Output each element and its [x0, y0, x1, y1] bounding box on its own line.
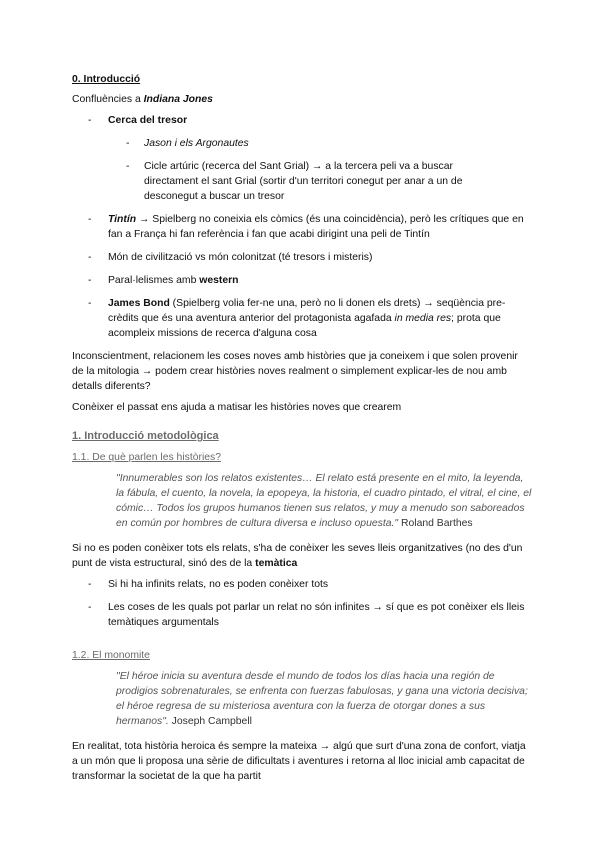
- dash-bullet: -: [88, 275, 92, 286]
- intro-paragraph-2: Conèixer el passat ens ajuda a matisar les històries noves que crearem: [72, 402, 402, 413]
- finite-text: Les coses de les quals pot parlar un relat no són infinites → sí que es pot conèixer els lleis temàtiques argumentals: [108, 602, 525, 628]
- laws-bold: temàtica: [255, 558, 298, 569]
- parallels-text: Paral·lelismes amb: [108, 275, 200, 286]
- laws-text: Si no es poden conèixer tots els relats, s'ha de conèixer les seves lleis organitzatives (no des d'un punt de vista estructural, sinó des de la: [72, 543, 523, 569]
- organizational-laws-paragraph: [72, 541, 532, 571]
- tintin-text: → Spielberg no coneixia els còmics (és una coincidència), però les crítiques que en fan a França hi fan referència i fan que acabi dirigint una peli de Tintín: [108, 214, 524, 240]
- section-heading-method: 1. Introducció metodològica: [72, 430, 219, 442]
- list-item-finite: [72, 600, 532, 630]
- arthur-text: Cicle artúric (recerca del Sant Grial) → a la tercera peli va a buscar directament el sant Grial (sortir d'un territori conegut per anar a un de desconegut a buscar un tresor: [144, 161, 463, 202]
- list-item-civilized: [72, 250, 532, 265]
- list-item-tintin: [72, 212, 532, 242]
- list-item-bond: [72, 296, 532, 341]
- treasure-sublist: [108, 136, 532, 204]
- list-item-treasure: [72, 113, 532, 204]
- parallels-bold: western: [199, 275, 239, 286]
- spacer: [72, 638, 600, 648]
- sublist-item-arthur: [108, 159, 496, 204]
- sublist-item-jason: [108, 136, 496, 151]
- monomyth-paragraph: En realitat, tota història heroica és sempre la mateixa → algú que surt d'una zona de confort, viatja a un món que li proposa una sèrie de dificultats i aventures i retorna al lloc inicial amb capacitat de transformar la societat de la que ha partit: [72, 741, 526, 782]
- list-item-infinite: [72, 577, 532, 592]
- section-heading-intro: 0. Introducció: [72, 74, 141, 85]
- list-item-parallels: [72, 273, 532, 288]
- subsection-heading-1-1: 1.1. De què parlen les històries?: [72, 452, 222, 463]
- bond-italic: in media res: [394, 313, 452, 324]
- campbell-quote: [72, 669, 532, 729]
- infinite-text: Si hi ha infinits relats, no es poden conèixer tots: [108, 579, 329, 590]
- bond-name: James Bond: [108, 298, 170, 309]
- intro-paragraph-1: Inconscientment, relacionem les coses noves amb històries que ja coneixem i que solen provenir de la mitologia → podem crear històries noves realment o simplement explicar-les de nou amb detalls diferents?: [72, 351, 518, 392]
- barthes-quote-text: "Innumerables son los relatos existentes… El relato está presente en el mito, la leyenda, la fábula, el cuento, la novela, la epopeya, la historia, el cuadro pintado, el vitral, el cine, el cómic… Todos los grupos humanos tienen sus relatos, y muy a menudo son saboreados en común por hombres de cultura diversa e incluso opuesta.": [116, 473, 532, 529]
- civilized-text: Món de civilització vs món colonitzat (té tresors i misteris): [108, 252, 373, 263]
- jason-text: Jason i els Argonautes: [144, 138, 249, 149]
- campbell-author: Joseph Campbell: [168, 716, 252, 727]
- dash-bullet: -: [88, 579, 92, 590]
- confluences-prefix: Confluències a: [72, 94, 144, 105]
- bond-text-b: ; prota que acompleix missions de recerca d'alguna cosa: [108, 313, 501, 339]
- dash-bullet: -: [126, 138, 130, 149]
- intro-list: [72, 113, 600, 341]
- bond-text-a: (Spielberg volia fer-ne una, però no li donen els drets) → seqüència pre-crèdits que és una aventura anterior del protagonista agafada: [108, 298, 506, 324]
- treasure-label: Cerca del tresor: [108, 115, 188, 126]
- dash-bullet: -: [88, 214, 92, 225]
- dash-bullet: -: [88, 298, 92, 309]
- barthes-quote: [72, 471, 532, 531]
- barthes-author: Roland Barthes: [398, 518, 473, 529]
- tintin-name: Tintín: [108, 214, 137, 225]
- method-list: [72, 577, 600, 630]
- dash-bullet: -: [126, 161, 130, 172]
- dash-bullet: -: [88, 602, 92, 613]
- subsection-heading-1-2: 1.2. El monomite: [72, 650, 150, 661]
- dash-bullet: -: [88, 252, 92, 263]
- dash-bullet: -: [88, 115, 92, 126]
- campbell-quote-text: "El héroe inicia su aventura desde el mundo de todos los días hacia una región de prodigios sobrenaturales, se enfrenta con fuerzas fabulosas, y gana una victoria decisiva; el héroe regresa de su misteriosa aventura con la fuerza de otorgar dones a sus hermanos".: [116, 671, 528, 727]
- confluences-line: [72, 92, 532, 107]
- confluences-title: Indiana Jones: [143, 94, 213, 105]
